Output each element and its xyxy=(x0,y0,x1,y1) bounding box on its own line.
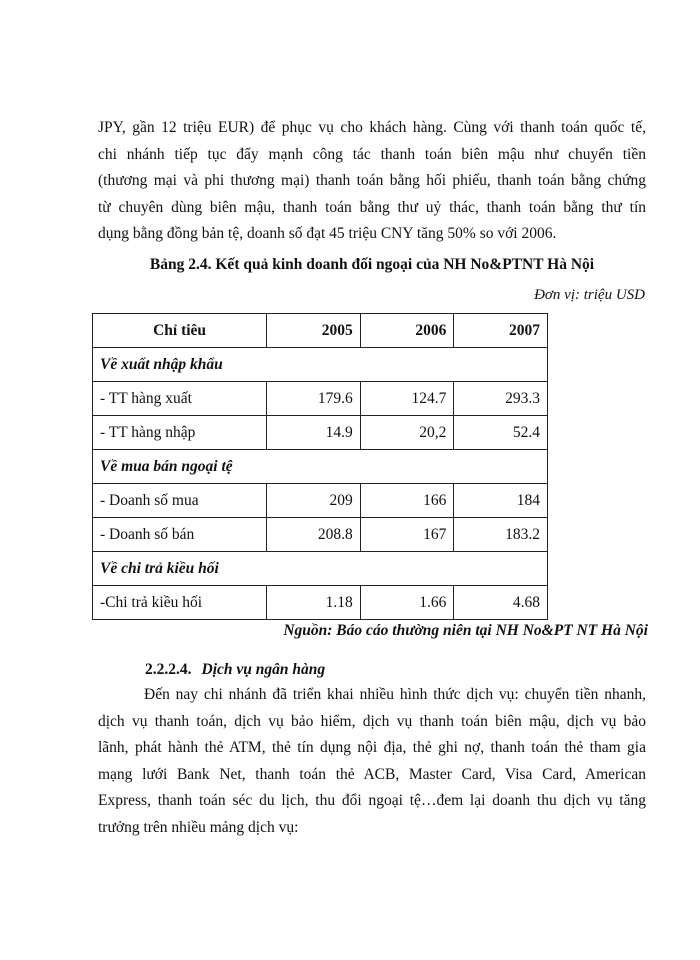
cell-2005: 1.18 xyxy=(267,586,361,620)
header-2005: 2005 xyxy=(267,314,361,348)
cell-2007: 4.68 xyxy=(454,586,548,620)
section-heading xyxy=(145,661,325,679)
header-2006: 2006 xyxy=(360,314,454,348)
text-line: Đến nay chi nhánh đã triển khai nhiều hình thức dịch vụ: chuyển tiền nhanh, xyxy=(144,686,646,703)
header-indicator: Chỉ tiêu xyxy=(93,314,267,348)
section-row xyxy=(93,552,548,586)
cell-2007: 184 xyxy=(454,484,548,518)
text-line: mạng lưới Bank Net, thanh toán thẻ ACB, Master Card, Visa Card, American xyxy=(98,765,646,783)
cell-2006: 166 xyxy=(360,484,454,518)
cell-2006: 1.66 xyxy=(360,586,454,620)
section-row xyxy=(93,348,548,382)
section-title: Về xuất nhập khẩu xyxy=(93,348,548,382)
table-caption: Bảng 2.4. Kết quả kinh doanh đối ngoại của NH No&PTNT Hà Nội xyxy=(149,256,595,273)
section-row xyxy=(93,450,548,484)
text-line: (thương mại và phi thương mại) thanh toán bằng hối phiếu, thanh toán bằng chứng xyxy=(98,172,646,189)
table-row xyxy=(93,382,548,416)
cell-2005: 14.9 xyxy=(267,416,361,450)
text-line: Express, thanh toán séc du lịch, thu đổi ngoại tệ…đem lại doanh thu dịch vụ tăng xyxy=(98,792,646,809)
unit-note: Đơn vị: triệu USD xyxy=(534,287,645,303)
cell-2005: 179.6 xyxy=(267,382,361,416)
results-table xyxy=(92,313,548,620)
row-label: - TT hàng nhập xyxy=(93,416,267,450)
row-label: -Chi trả kiều hối xyxy=(93,586,267,620)
section-title: Về chi trả kiều hối xyxy=(93,552,548,586)
cell-2005: 209 xyxy=(267,484,361,518)
text-line: lãnh, phát hành thẻ ATM, thẻ tín dụng nội địa, thẻ ghi nợ, thanh toán thẻ tham gia xyxy=(98,739,646,756)
cell-2007: 52.4 xyxy=(454,416,548,450)
table-row xyxy=(93,484,548,518)
cell-2006: 20,2 xyxy=(360,416,454,450)
table-header-row xyxy=(93,314,548,348)
cell-2005: 208.8 xyxy=(267,518,361,552)
text-line: trưởng trên nhiều mảng dịch vụ: xyxy=(98,818,299,836)
cell-2007: 293.3 xyxy=(454,382,548,416)
text-line: JPY, gần 12 triệu EUR) để phục vụ cho khách hàng. Cùng với thanh toán quốc tế, xyxy=(98,119,646,136)
section-title: Dịch vụ ngân hàng xyxy=(201,661,326,678)
cell-2007: 183.2 xyxy=(454,518,548,552)
text-line: dụng bằng đồng bản tệ, doanh số đạt 45 triệu CNY tăng 50% so với 2006. xyxy=(98,225,557,242)
row-label: - Doanh số mua xyxy=(93,484,267,518)
row-label: - Doanh số bán xyxy=(93,518,267,552)
table-row xyxy=(93,518,548,552)
section-title: Về mua bán ngoại tệ xyxy=(93,450,548,484)
row-label: - TT hàng xuất xyxy=(93,382,267,416)
table-row xyxy=(93,416,548,450)
header-2007: 2007 xyxy=(454,314,548,348)
text-line: chi nhánh tiếp tục đẩy mạnh công tác thanh toán biên mậu như chuyển tiền xyxy=(98,145,646,163)
table-row xyxy=(93,586,548,620)
cell-2006: 167 xyxy=(360,518,454,552)
cell-2006: 124.7 xyxy=(360,382,454,416)
text-line: dịch vụ thanh toán, dịch vụ bảo hiểm, dịch vụ thanh toán biên mậu, dịch vụ bảo xyxy=(98,712,646,730)
text-line: từ chuyên dùng biên mậu, thanh toán bằng thư uỷ thác, thanh toán bằng thư tín xyxy=(98,198,646,216)
services-paragraph xyxy=(98,682,646,841)
source-note: Nguồn: Báo cáo thường niên tại NH No&PT NT Hà Nội xyxy=(283,622,648,639)
section-number: 2.2.2.4. xyxy=(145,661,192,678)
intro-paragraph xyxy=(98,115,646,248)
